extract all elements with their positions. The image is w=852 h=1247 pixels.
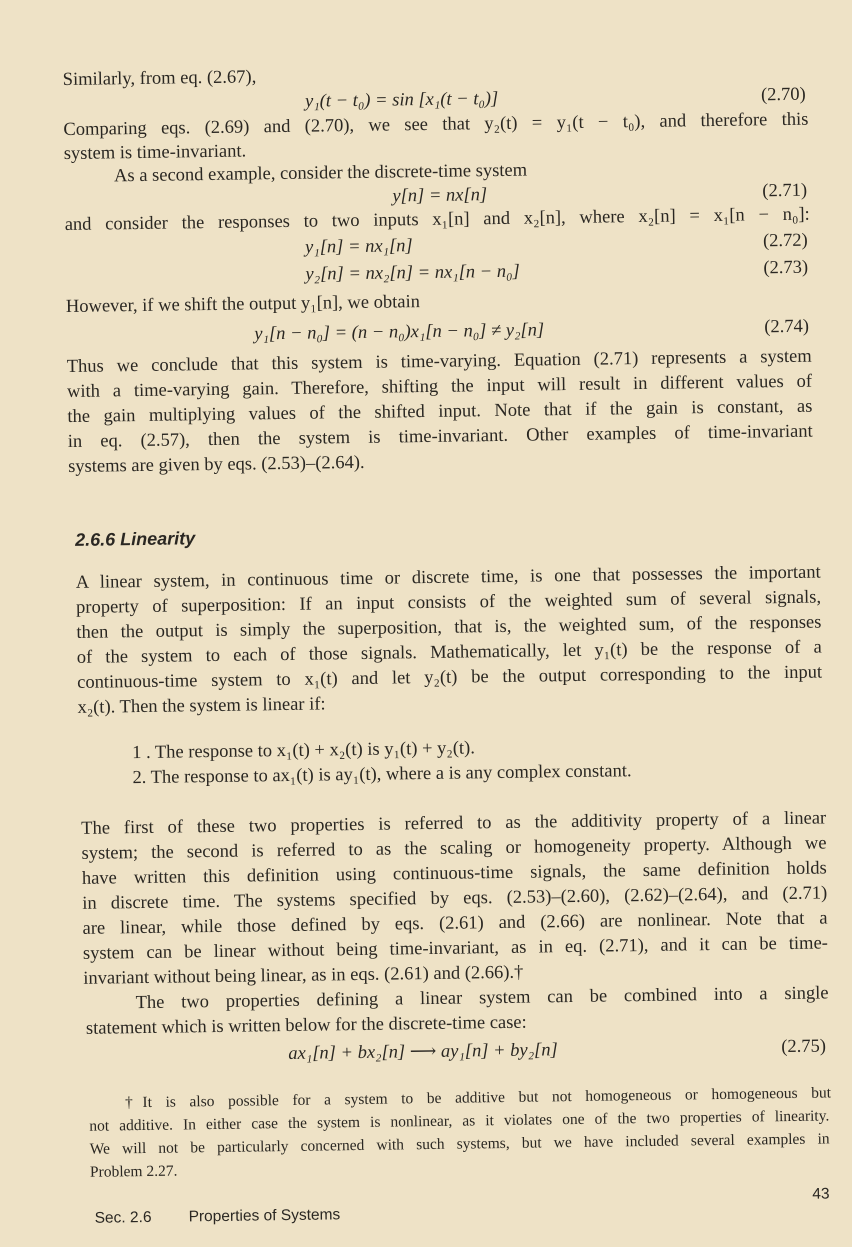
list-item: 1 . The response to x₁(t) + x₂(t) is y₁(t) + y₂(t). (132, 738, 476, 764)
footnote-line: †It is also possible for a system to be additive but not homogeneous or homogeneous but (124, 1084, 832, 1112)
paragraph-line: are linear, while those defined by eqs. (2.61) and (2.66) are nonlinear. Note that a (82, 908, 828, 939)
equation-number: (2.71) (762, 180, 808, 202)
paragraph-line: invariant without being linear, as in eqs. (2.61) and (2.66).† (83, 962, 524, 989)
equation-2-74: y₁[n − n₀] = (n − n₀)x₁[n − n₀] ≠ y₂[n] (254, 320, 545, 345)
paragraph-line: system is time-invariant. (63, 141, 247, 165)
paragraph-line: the gain multiplying values of the shifted input. Note that if the gain is constant, as (67, 396, 813, 428)
paragraph-line: Comparing eqs. (2.69) and (2.70), we see that y₂(t) = y₁(t − t₀), and therefore this (63, 109, 809, 141)
footnote-line: not additive. In either case the system is nonlinear, as it violates one of the two properties of linearity. (89, 1107, 830, 1135)
paragraph-line: However, if we shift the output y₁[n], we obtain (65, 292, 421, 318)
paragraph-line: system can be linear without being time-invariant, as in eq. (2.71), and it can be time- (82, 933, 829, 964)
paragraph-line: Thus we conclude that this system is time-varying. Equation (2.71) represents a system (66, 346, 812, 378)
equation-2-73: y₂[n] = nx₂[n] = nx₁[n − n₀] (305, 261, 520, 285)
equation-number: (2.73) (763, 257, 809, 279)
paragraph-line: in eq. (2.57), then the system is time-invariant. Other examples of time-invariant (67, 421, 813, 453)
paragraph-line: The two properties defining a linear system can be combined into a single (135, 983, 829, 1014)
paragraph-line: then the output is simply the superposition, that is, the weighted sum, of the responses (76, 612, 822, 643)
paragraph-line: A linear system, in continuous time or discrete time, is one that possesses the important (75, 562, 821, 593)
paragraph-line: As a second example, consider the discrete-time system (113, 160, 528, 187)
page-number: 43 (812, 1185, 830, 1203)
footnote-line: Problem 2.27. (89, 1162, 178, 1181)
paragraph-line: statement which is written below for the discrete-time case: (85, 1012, 527, 1039)
equation-2-71: y[n] = nx[n] (392, 185, 488, 207)
equation-number: (2.72) (762, 230, 808, 252)
paragraph-line: continuous-time system to x₁(t) and let y₂(t) be the output corresponding to the input (77, 662, 823, 693)
paragraph-line: The first of these two properties is referred to as the additivity property of a linear (81, 808, 827, 839)
footer-section: Sec. 2.6 (94, 1208, 152, 1227)
footnote-line: We will not be particularly concerned with such systems, but we have included several examples in (89, 1130, 830, 1158)
section-heading: 2.6.6 Linearity (75, 528, 196, 550)
equation-2-72: y₁[n] = nx₁[n] (304, 236, 413, 258)
paragraph-line: and consider the responses to two inputs x₁[n] and x₂[n], where x₂[n] = x₁[n − n₀]: (64, 204, 810, 236)
paragraph-line: have written this definition using continuous-time signals, the same definition holds (81, 858, 827, 889)
paragraph-line: Similarly, from eq. (2.67), (62, 67, 257, 91)
paragraph-line: property of superposition: If an input consists of the weighted sum of several signals, (75, 587, 822, 618)
paragraph-line: systems are given by eqs. (2.53)–(2.64). (68, 452, 365, 478)
equation-2-75: ax₁[n] + bx₂[n] ⟶ ay₁[n] + by₂[n] (288, 1040, 558, 1064)
paragraph-line: system; the second is referred to as the scaling or homogeneity property. Although we (81, 833, 827, 864)
equation-number: (2.75) (781, 1036, 827, 1058)
paragraph-line: in discrete time. The systems specified by eqs. (2.53)–(2.60), (2.62)–(2.64), and (2.71) (82, 883, 828, 914)
paragraph-line: with a time-varying gain. Therefore, shifting the input will result in different values of (66, 371, 813, 403)
equation-number: (2.70) (760, 84, 806, 106)
list-item: 2. The response to ax₁(t) is ay₁(t), where a is any complex constant. (132, 761, 632, 789)
paragraph-line: of the system to each of those signals. Mathematically, let y₁(t) be the response of a (76, 637, 822, 668)
equation-2-70: y₁(t − t₀) = sin [x₁(t − t₀)] (304, 88, 499, 112)
equation-number: (2.74) (764, 316, 810, 338)
paragraph-line: x₂(t). Then the system is linear if: (77, 694, 326, 718)
footer-title: Properties of Systems (188, 1206, 341, 1226)
